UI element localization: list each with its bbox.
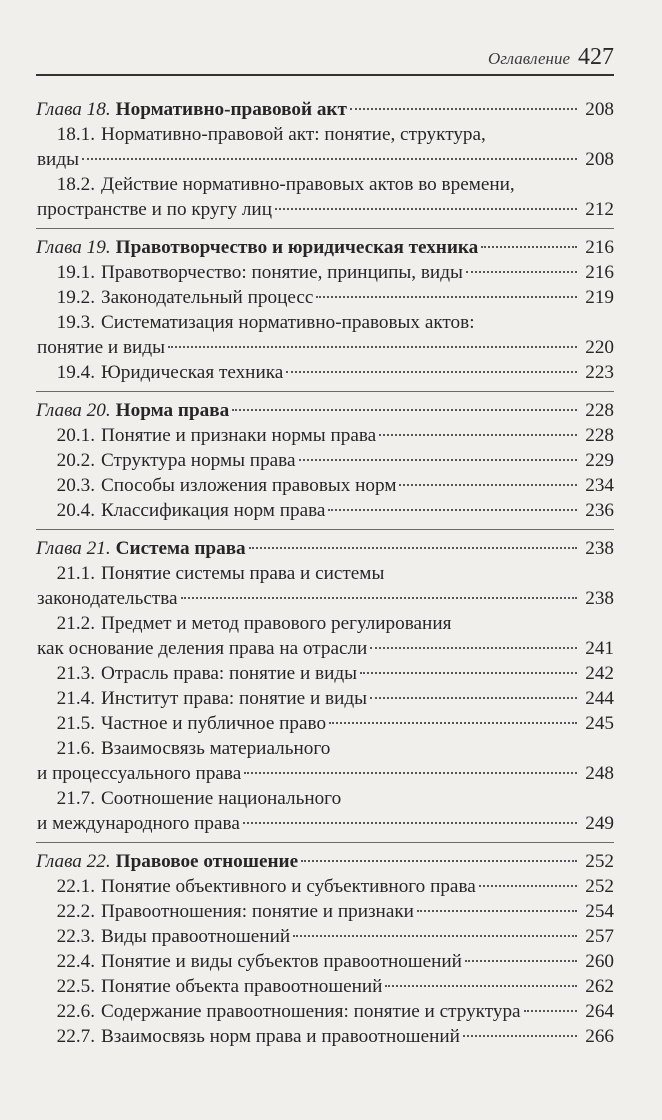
dot-leader xyxy=(316,296,577,298)
dot-leader xyxy=(370,647,577,649)
section-title: Юридическая техника xyxy=(101,362,284,383)
toc-section-entry[interactable] xyxy=(36,786,614,811)
toc-chapter xyxy=(36,391,614,529)
header-rule xyxy=(36,74,614,76)
toc-section-continuation[interactable] xyxy=(36,197,614,222)
section-title: пространстве и по кругу лиц xyxy=(37,199,272,220)
section-page-number: 264 xyxy=(585,1001,614,1022)
section-number: 18.2. xyxy=(56,174,95,195)
page-number: 427 xyxy=(578,44,614,70)
section-number: 22.5. xyxy=(56,976,95,997)
chapter-label: Глава 19. xyxy=(36,237,111,258)
dot-leader xyxy=(243,822,577,824)
dot-leader xyxy=(524,1010,577,1012)
dot-leader xyxy=(328,509,577,511)
toc-section-entry[interactable] xyxy=(36,611,614,636)
toc-section-entry[interactable] xyxy=(36,736,614,761)
section-number: 21.3. xyxy=(56,663,95,684)
section-number: 22.4. xyxy=(56,951,95,972)
section-number: 21.6. xyxy=(56,738,95,759)
toc-section-continuation[interactable] xyxy=(36,636,614,661)
dot-leader xyxy=(417,910,577,912)
dot-leader xyxy=(293,935,577,937)
section-title: Предмет и метод правового регулирования xyxy=(101,613,452,634)
section-number: 22.6. xyxy=(56,1001,95,1022)
section-title: Законодательный процесс xyxy=(101,287,314,308)
section-title: Частное и публичное право xyxy=(101,713,327,734)
chapter-title: Правотворчество и юридическая техника xyxy=(115,237,479,258)
chapter-page-number: 216 xyxy=(585,237,614,258)
toc-section-entry[interactable] xyxy=(36,949,614,974)
section-title: Взаимосвязь материального xyxy=(101,738,331,759)
toc-section-entry[interactable] xyxy=(36,1024,614,1049)
section-title: Содержание правоотношения: понятие и структура xyxy=(101,1001,521,1022)
section-page-number: 241 xyxy=(585,638,614,659)
section-page-number: 254 xyxy=(585,901,614,922)
section-title: Понятие системы права и системы xyxy=(101,563,385,584)
dot-leader xyxy=(370,697,577,699)
dot-leader xyxy=(399,484,577,486)
dot-leader xyxy=(479,885,577,887)
toc-section-entry[interactable] xyxy=(36,686,614,711)
toc-section-entry[interactable] xyxy=(36,999,614,1024)
section-page-number: 262 xyxy=(585,976,614,997)
section-number: 22.3. xyxy=(56,926,95,947)
section-title: Структура нормы права xyxy=(101,450,296,471)
toc-section-entry[interactable] xyxy=(36,310,614,335)
section-number: 21.2. xyxy=(56,613,95,634)
toc-chapter-heading[interactable] xyxy=(36,849,614,874)
section-title: Понятие объекта правоотношений xyxy=(101,976,383,997)
running-head xyxy=(488,44,614,71)
toc-section-entry[interactable] xyxy=(36,285,614,310)
dot-leader xyxy=(299,459,578,461)
section-number: 22.7. xyxy=(56,1026,95,1047)
chapter-title: Нормативно-правовой акт xyxy=(115,99,347,120)
chapter-title: Правовое отношение xyxy=(115,851,299,872)
chapter-page-number: 238 xyxy=(585,538,614,559)
section-number: 19.4. xyxy=(56,362,95,383)
section-page-number: 266 xyxy=(585,1026,614,1047)
section-page-number: 219 xyxy=(585,287,614,308)
section-page-number: 234 xyxy=(585,475,614,496)
section-number: 22.1. xyxy=(56,876,95,897)
section-title: Действие нормативно-правовых актов во времени, xyxy=(101,174,515,195)
toc-section-continuation[interactable] xyxy=(36,761,614,786)
section-page-number: 238 xyxy=(585,588,614,609)
section-page-number: 236 xyxy=(585,500,614,521)
chapter-label: Глава 21. xyxy=(36,538,111,559)
dot-leader xyxy=(329,722,577,724)
section-title: и международного права xyxy=(37,813,240,834)
toc-section-entry[interactable] xyxy=(36,561,614,586)
chapter-page-number: 228 xyxy=(585,400,614,421)
chapter-label: Глава 22. xyxy=(36,851,111,872)
section-title: Отрасль права: понятие и виды xyxy=(101,663,358,684)
section-page-number: 212 xyxy=(585,199,614,220)
chapter-page-number: 252 xyxy=(585,851,614,872)
toc-section-entry[interactable] xyxy=(36,899,614,924)
toc-section-continuation[interactable] xyxy=(36,586,614,611)
dot-leader xyxy=(463,1035,577,1037)
dot-leader xyxy=(181,597,577,599)
dot-leader xyxy=(301,860,577,862)
dot-leader xyxy=(275,208,577,210)
section-number: 21.4. xyxy=(56,688,95,709)
section-number: 20.2. xyxy=(56,450,95,471)
dot-leader xyxy=(360,672,577,674)
dot-leader xyxy=(168,346,577,348)
section-number: 19.2. xyxy=(56,287,95,308)
toc-section-continuation[interactable] xyxy=(36,147,614,172)
toc-chapter-heading[interactable] xyxy=(36,398,614,423)
section-title: и процессуального права xyxy=(37,763,242,784)
section-number: 21.7. xyxy=(56,788,95,809)
section-number: 19.3. xyxy=(56,312,95,333)
toc-section-entry[interactable] xyxy=(36,360,614,385)
section-page-number: 208 xyxy=(585,149,614,170)
chapter-page-number: 208 xyxy=(585,99,614,120)
section-page-number: 223 xyxy=(585,362,614,383)
dot-leader xyxy=(350,108,577,110)
toc-section-entry[interactable] xyxy=(36,423,614,448)
section-page-number: 242 xyxy=(585,663,614,684)
dot-leader xyxy=(82,158,577,160)
section-page-number: 249 xyxy=(585,813,614,834)
section-title: Соотношение национального xyxy=(101,788,342,809)
section-number: 20.3. xyxy=(56,475,95,496)
section-title: как основание деления права на отрасли xyxy=(37,638,368,659)
toc-chapter-heading[interactable] xyxy=(36,97,614,122)
section-title: Взаимосвязь норм права и правоотношений xyxy=(101,1026,460,1047)
section-page-number: 245 xyxy=(585,713,614,734)
toc-section-entry[interactable] xyxy=(36,711,614,736)
toc-section-entry[interactable] xyxy=(36,498,614,523)
toc-section-entry[interactable] xyxy=(36,473,614,498)
section-title: Классификация норм права xyxy=(101,500,326,521)
chapter-label: Глава 20. xyxy=(36,400,111,421)
table-of-contents xyxy=(36,97,614,1055)
toc-section-entry[interactable] xyxy=(36,924,614,949)
dot-leader xyxy=(385,985,577,987)
toc-section-continuation[interactable] xyxy=(36,335,614,360)
toc-section-entry[interactable] xyxy=(36,122,614,147)
chapter-title: Норма права xyxy=(115,400,230,421)
section-number: 20.4. xyxy=(56,500,95,521)
section-page-number: 229 xyxy=(585,450,614,471)
toc-chapter xyxy=(36,97,614,228)
section-number: 21.5. xyxy=(56,713,95,734)
section-page-number: 248 xyxy=(585,763,614,784)
toc-chapter-heading[interactable] xyxy=(36,235,614,260)
dot-leader xyxy=(249,547,577,549)
toc-section-continuation[interactable] xyxy=(36,811,614,836)
toc-section-entry[interactable] xyxy=(36,661,614,686)
section-title: Правотворчество: понятие, принципы, виды xyxy=(101,262,463,283)
toc-chapter xyxy=(36,228,614,391)
dot-leader xyxy=(244,772,577,774)
section-page-number: 252 xyxy=(585,876,614,897)
section-title: Систематизация нормативно-правовых актов: xyxy=(101,312,475,333)
dot-leader xyxy=(465,960,577,962)
section-page-number: 220 xyxy=(585,337,614,358)
chapter-label: Глава 18. xyxy=(36,99,111,120)
section-title: Понятие и виды субъектов правоотношений xyxy=(101,951,462,972)
section-number: 19.1. xyxy=(56,262,95,283)
section-number: 21.1. xyxy=(56,563,95,584)
section-number: 18.1. xyxy=(56,124,95,145)
section-title: виды xyxy=(37,149,79,170)
toc-chapter xyxy=(36,529,614,842)
section-title: законодательства xyxy=(37,588,178,609)
section-page-number: 216 xyxy=(585,262,614,283)
dot-leader xyxy=(286,371,577,373)
section-title: Виды правоотношений xyxy=(101,926,291,947)
toc-section-entry[interactable] xyxy=(36,874,614,899)
section-page-number: 244 xyxy=(585,688,614,709)
toc-section-entry[interactable] xyxy=(36,974,614,999)
section-page-number: 257 xyxy=(585,926,614,947)
section-title: Понятие объективного и субъективного права xyxy=(101,876,476,897)
dot-leader xyxy=(232,409,577,411)
section-title: Правоотношения: понятие и признаки xyxy=(101,901,414,922)
toc-section-entry[interactable] xyxy=(36,448,614,473)
dot-leader xyxy=(466,271,577,273)
section-title: Способы изложения правовых норм xyxy=(101,475,397,496)
toc-section-entry[interactable] xyxy=(36,260,614,285)
section-number: 22.2. xyxy=(56,901,95,922)
section-page-number: 228 xyxy=(585,425,614,446)
dot-leader xyxy=(481,246,577,248)
dot-leader xyxy=(379,434,577,436)
section-page-number: 260 xyxy=(585,951,614,972)
section-number: 20.1. xyxy=(56,425,95,446)
section-title: Понятие и признаки нормы права xyxy=(101,425,377,446)
toc-section-entry[interactable] xyxy=(36,172,614,197)
toc-chapter-heading[interactable] xyxy=(36,536,614,561)
running-head-title: Оглавление xyxy=(487,49,570,68)
section-title: Институт права: понятие и виды xyxy=(101,688,368,709)
toc-chapter xyxy=(36,842,614,1055)
section-title: понятие и виды xyxy=(37,337,165,358)
chapter-title: Система права xyxy=(115,538,246,559)
section-title: Нормативно-правовой акт: понятие, структура, xyxy=(101,124,486,145)
